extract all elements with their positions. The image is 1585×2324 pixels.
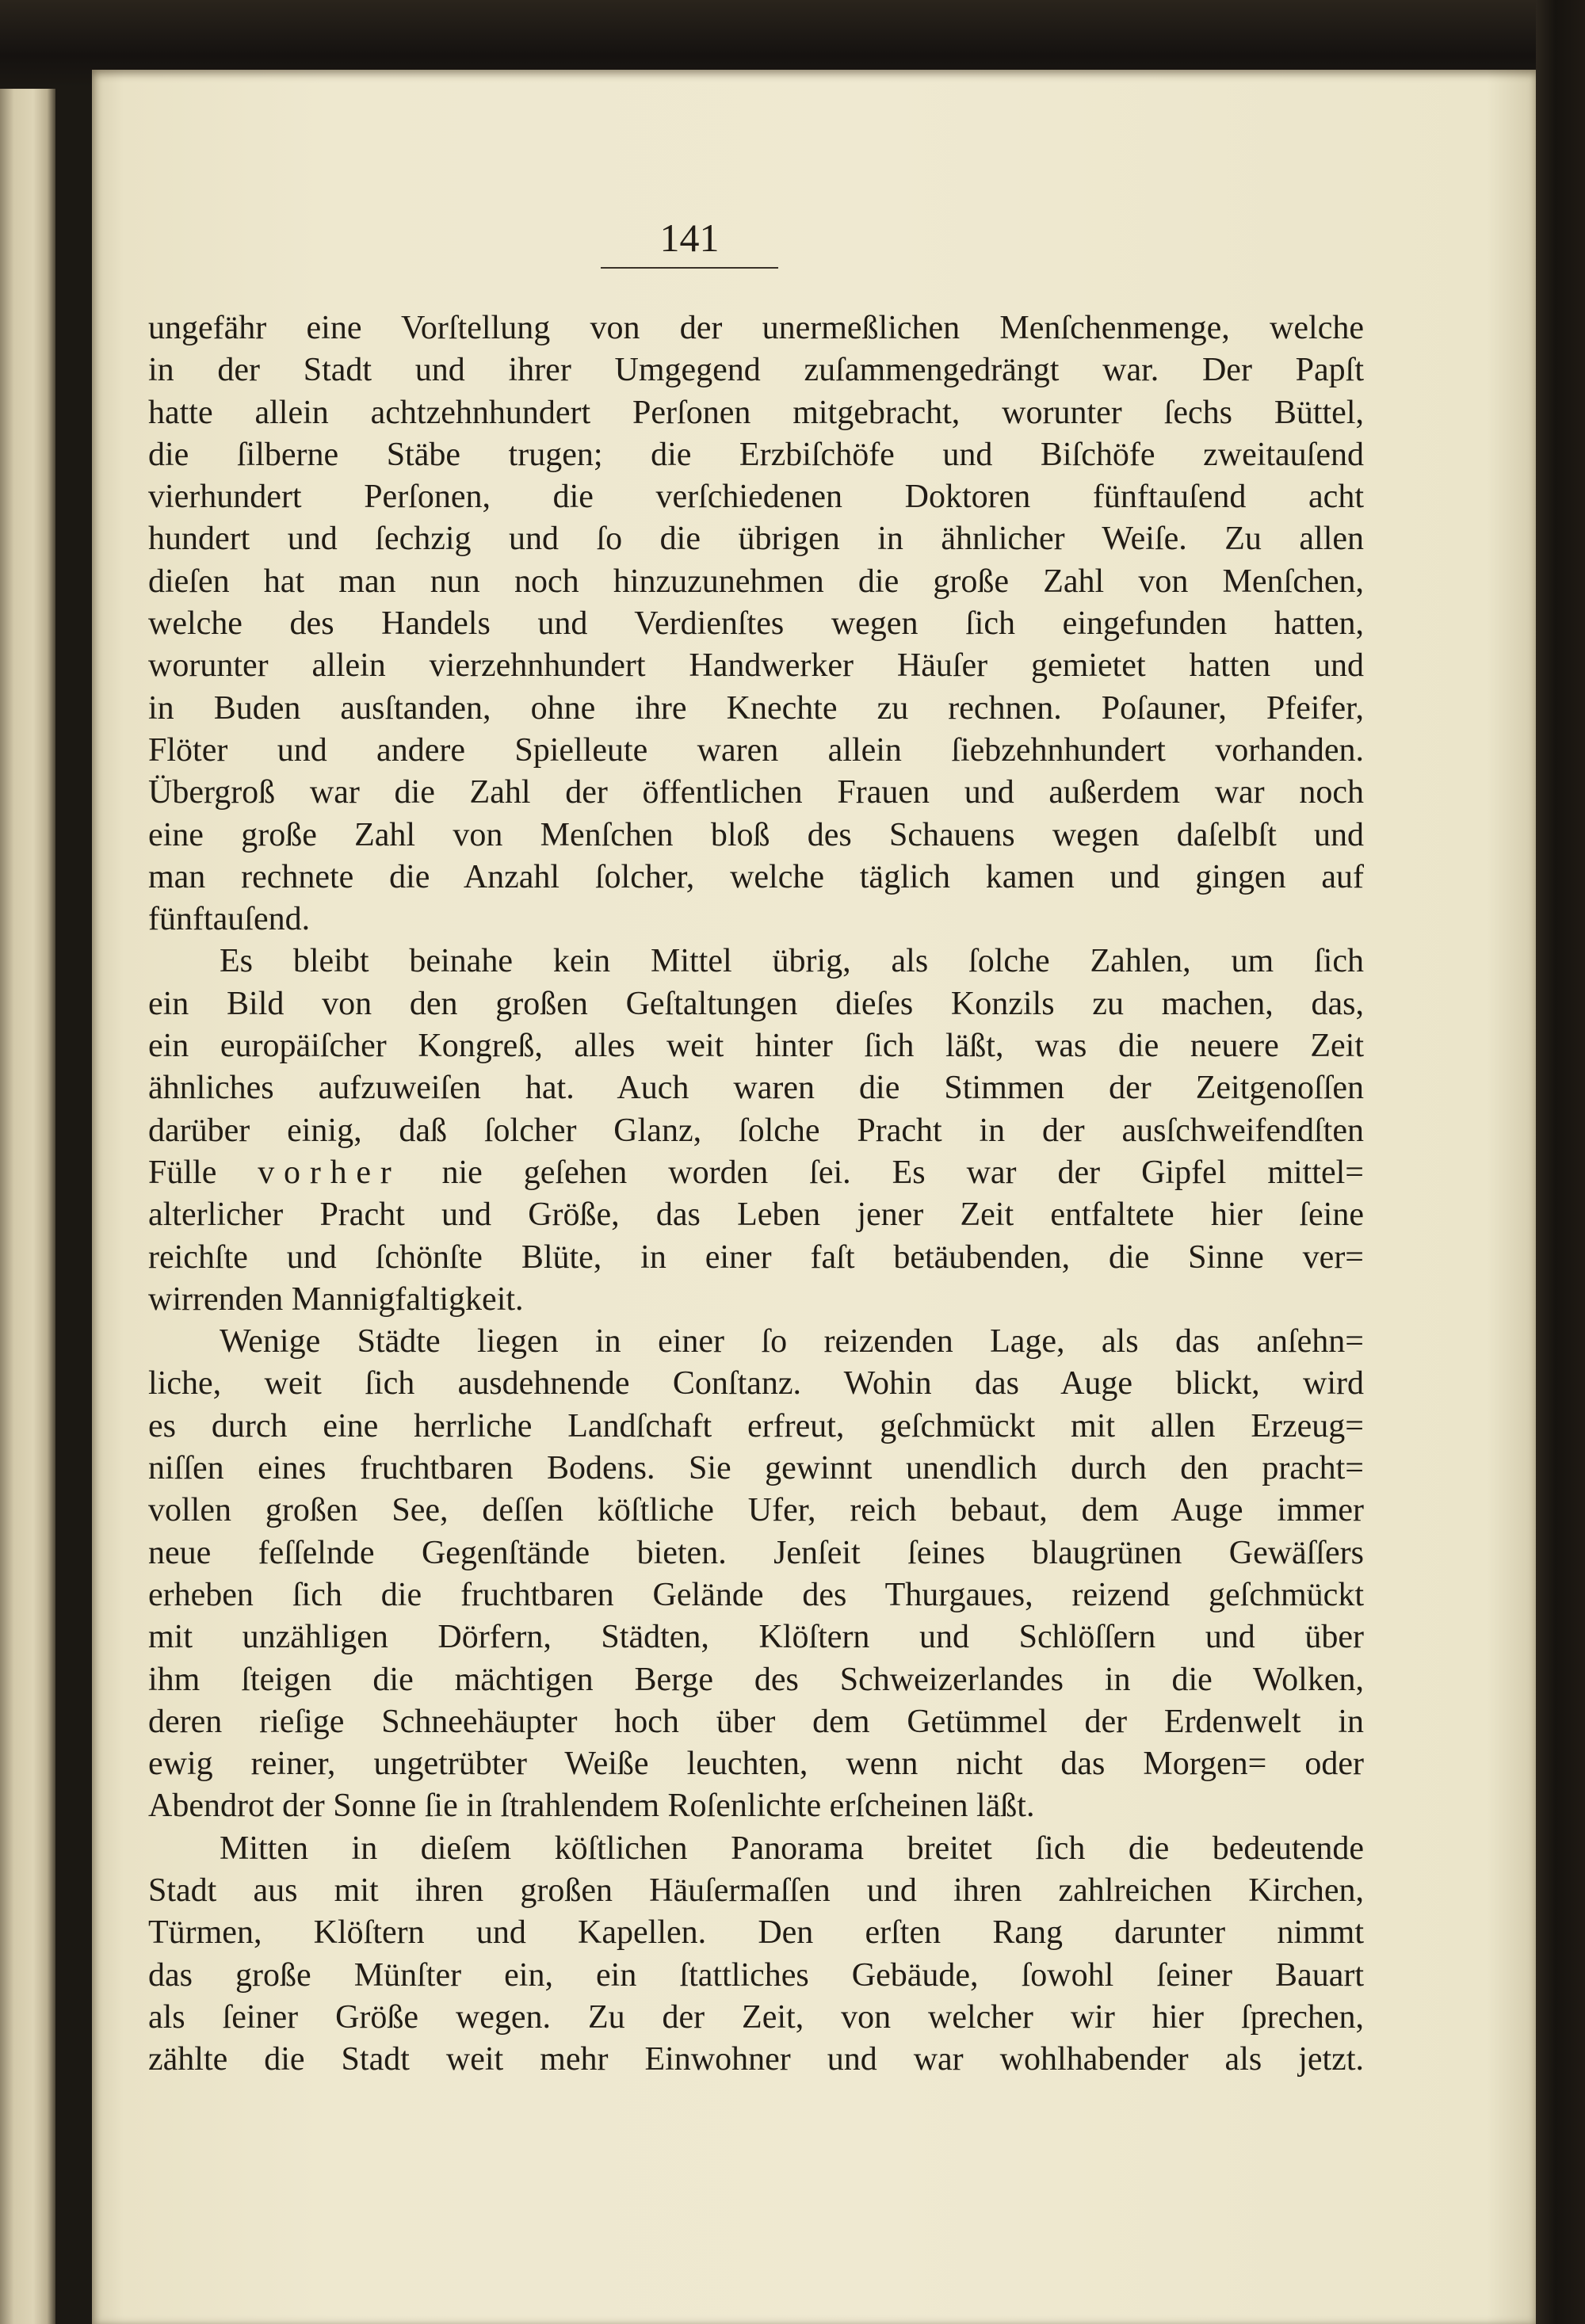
page-number-rule xyxy=(601,267,778,269)
text-line: niſſen eines fruchtbaren Bodens. Sie gewinnt unendlich durch den pracht= xyxy=(148,1450,1364,1487)
text-line: als ſeiner Größe wegen. Zu der Zeit, von welcher wir hier ſprechen, xyxy=(148,1998,1364,2036)
text-segment: Fülle xyxy=(148,1154,258,1191)
text-line: Es bleibt beinahe kein Mittel übrig, als ſolche Zahlen, um ſich xyxy=(220,943,1364,980)
text-line: Türmen, Klöſtern und Kapellen. Den erſten Rang darunter nimmt xyxy=(148,1914,1364,1952)
text-line: fünftauſend. xyxy=(148,901,311,938)
text-line: vierhundert Perſonen, die verſchiedenen Doktoren fünftauſend acht xyxy=(148,479,1364,516)
text-line: worunter allein vierzehnhundert Handwerker Häuſer gemietet hatten und xyxy=(148,647,1364,685)
book-page xyxy=(92,70,1536,2324)
page-number: 141 xyxy=(659,216,720,260)
text-line: Flöter und andere Spielleute waren allein ſiebzehnhundert vorhanden. xyxy=(148,731,1364,769)
text-line xyxy=(148,1152,1364,1194)
text-line: in der Stadt und ihrer Umgegend zuſammengedrängt war. Der Papſt xyxy=(148,352,1364,389)
text-line: Wenige Städte liegen in einer ſo reizenden Lage, als das anſehn= xyxy=(220,1323,1364,1360)
text-line: alterlicher Pracht und Größe, das Leben jener Zeit entfaltete hier ſeine xyxy=(148,1196,1364,1234)
text-line: Übergroß war die Zahl der öffentlichen Frauen und außerdem war noch xyxy=(148,774,1364,811)
text-line: darüber einig, daß ſolcher Glanz, ſolche Pracht in der ausſchweifendſten xyxy=(148,1112,1364,1149)
text-line: ein Bild von den großen Geſtaltungen dieſes Konzils zu machen, das, xyxy=(148,985,1364,1022)
text-line: liche, weit ſich ausdehnende Conſtanz. Wohin das Auge blickt, wird xyxy=(148,1365,1364,1402)
text-line: Mitten in dieſem köſtlichen Panorama breitet ſich die bedeutende xyxy=(220,1830,1364,1867)
text-line: zählte die Stadt weit mehr Einwohner und war wohlhabender als jetzt. xyxy=(148,2041,1364,2078)
paragraph xyxy=(148,1828,1364,2082)
text-line: neue feſſelnde Gegenſtände bieten. Jenſeit ſeines blaugrünen Gewäſſers xyxy=(148,1534,1364,1571)
text-line: dieſen hat man nun noch hinzuzunehmen die große Zahl von Menſchen, xyxy=(148,563,1364,600)
text-line: man rechnete die Anzahl ſolcher, welche täglich kamen und gingen auf xyxy=(148,858,1364,895)
text-line: mit unzähligen Dörfern, Städten, Klöſtern und Schlöſſern und über xyxy=(148,1619,1364,1656)
text-line: das große Münſter ein, ein ſtattliches Gebäude, ſowohl ſeiner Bauart xyxy=(148,1956,1364,1994)
text-line: hatte allein achtzehnhundert Perſonen mitgebracht, worunter ſechs Büttel, xyxy=(148,394,1364,431)
text-line: ihm ſteigen die mächtigen Berge des Schweizerlandes in die Wolken, xyxy=(148,1661,1364,1698)
text-line: wirrenden Mannigfaltigkeit. xyxy=(148,1280,524,1318)
text-line: hundert und ſechzig und ſo die übrigen in ähnlicher Weiſe. Zu allen xyxy=(148,521,1364,558)
text-segment: nie geſehen worden ſei. Es war der Gipfel mittel= xyxy=(400,1154,1364,1191)
text-line: Stadt aus mit ihren großen Häuſermaſſen und ihren zahlreichen Kirchen, xyxy=(148,1872,1364,1909)
text-line: ein europäiſcher Kongreß, alles weit hinter ſich läßt, was die neuere Zeit xyxy=(148,1028,1364,1065)
text-line: Abendrot der Sonne ſie in ſtrahlendem Roſenlichte erſcheinen läßt. xyxy=(148,1788,1035,1825)
text-block xyxy=(148,307,1364,2081)
paragraph xyxy=(148,1321,1364,1828)
text-line: die ſilberne Stäbe trugen; die Erzbiſchöfe und Biſchöfe zweitauſend xyxy=(148,436,1364,473)
paragraph xyxy=(148,307,1364,941)
book-cover-edge xyxy=(1536,0,1585,2324)
text-line: welche des Handels und Verdienſtes wegen ſich eingefunden hatten, xyxy=(148,605,1364,643)
text-line: ähnliches aufzuweiſen hat. Auch waren die Stimmen der Zeitgenoſſen xyxy=(148,1070,1364,1107)
left-page-edge xyxy=(0,89,55,2324)
text-line: reichſte und ſchönſte Blüte, in einer faſt betäubenden, die Sinne ver= xyxy=(148,1238,1364,1276)
text-line: eine große Zahl von Menſchen bloß des Schauens wegen daſelbſt und xyxy=(148,816,1364,853)
paragraph xyxy=(148,941,1364,1321)
text-line: ewig reiner, ungetrübter Weiße leuchten, wenn nicht das Morgen= oder xyxy=(148,1746,1364,1783)
spaced-word: vorher xyxy=(258,1154,401,1191)
text-line: es durch eine herrliche Landſchaft erfreut, geſchmückt mit allen Erzeug= xyxy=(148,1407,1364,1444)
text-line: in Buden ausſtanden, ohne ihre Knechte zu rechnen. Poſauner, Pfeifer, xyxy=(148,689,1364,727)
text-line: erheben ſich die fruchtbaren Gelände des Thurgaues, reizend geſchmückt xyxy=(148,1576,1364,1613)
text-line: deren rieſige Schneehäupter hoch über dem Getümmel der Erdenwelt in xyxy=(148,1703,1364,1740)
text-line: ungefähr eine Vorſtellung von der unermeßlichen Menſchenmenge, welche xyxy=(148,310,1364,346)
text-line: vollen großen See, deſſen köſtliche Ufer, reich bebaut, dem Auge immer xyxy=(148,1492,1364,1529)
